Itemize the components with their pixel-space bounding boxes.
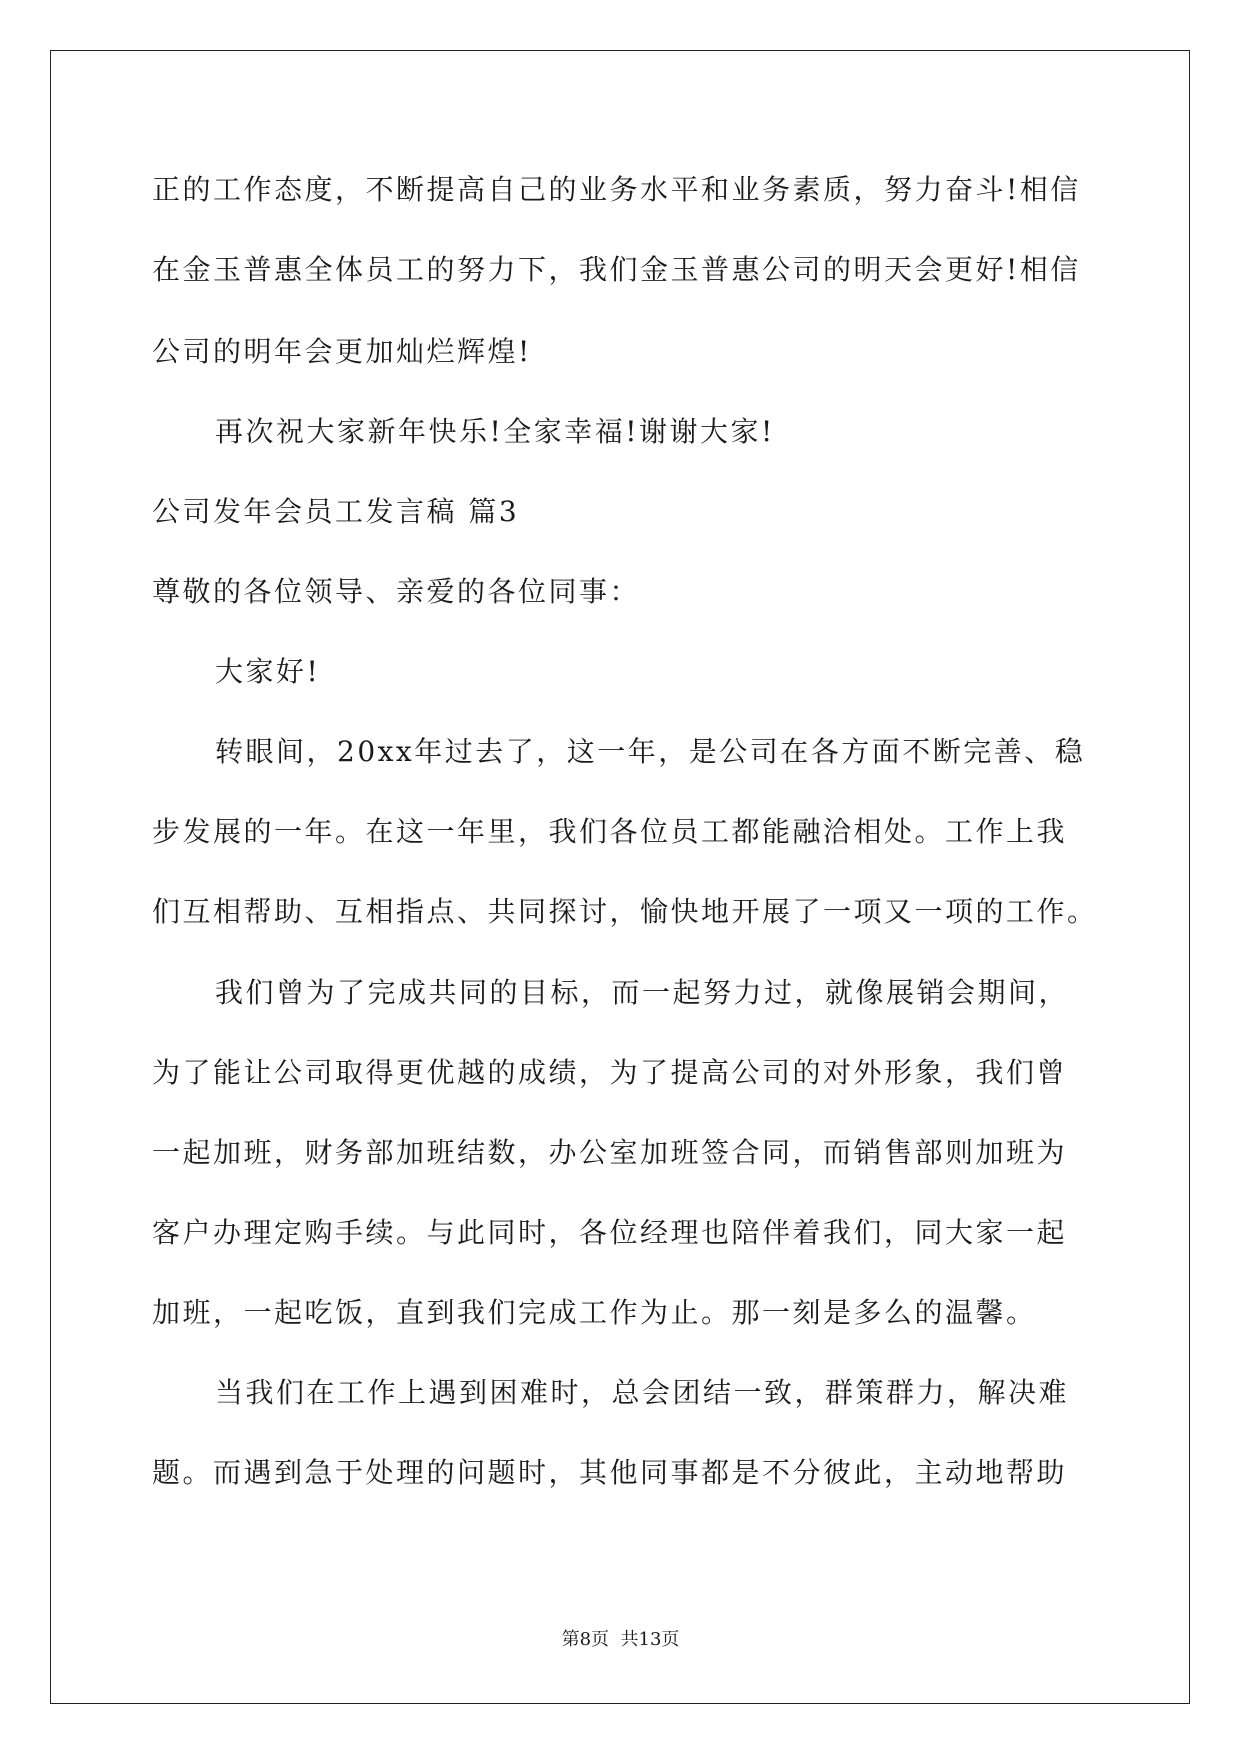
body-text-line: 当我们在工作上遇到困难时，总会团结一致，群策群力，解决难 bbox=[215, 1376, 1070, 1409]
body-text-line: 为了能让公司取得更优越的成绩，为了提高公司的对外形象，我们曾 bbox=[152, 1056, 1068, 1089]
body-text-line: 我们曾为了完成共同的目标，而一起努力过，就像展销会期间， bbox=[215, 976, 1070, 1009]
body-text-line: 在金玉普惠全体员工的努力下，我们金玉普惠公司的明天会更好!相信 bbox=[152, 253, 1081, 286]
body-text-line: 题。而遇到急于处理的问题时，其他同事都是不分彼此，主动地帮助 bbox=[152, 1456, 1068, 1489]
body-text-line: 一起加班，财务部加班结数，办公室加班签合同，而销售部则加班为 bbox=[152, 1136, 1068, 1169]
greeting: 大家好! bbox=[215, 655, 321, 688]
section-heading: 公司发年会员工发言稿 篇3 bbox=[152, 495, 520, 528]
salutation: 尊敬的各位领导、亲爱的各位同事： bbox=[152, 575, 641, 608]
body-text-line: 客户办理定购手续。与此同时，各位经理也陪伴着我们，同大家一起 bbox=[152, 1216, 1068, 1249]
body-text-line: 转眼间，20xx年过去了，这一年，是公司在各方面不断完善、稳 bbox=[215, 735, 1086, 768]
page-number-footer: 第8页 共13页 bbox=[561, 1629, 680, 1650]
body-text-line: 再次祝大家新年快乐!全家幸福!谢谢大家! bbox=[215, 415, 775, 448]
body-text-line: 公司的明年会更加灿烂辉煌! bbox=[152, 335, 532, 368]
body-text-line: 步发展的一年。在这一年里，我们各位员工都能融洽相处。工作上我 bbox=[152, 815, 1068, 848]
body-text-line: 正的工作态度，不断提高自己的业务水平和业务素质，努力奋斗!相信 bbox=[152, 173, 1081, 206]
body-text-line: 们互相帮助、互相指点、共同探讨，愉快地开展了一项又一项的工作。 bbox=[152, 895, 1098, 928]
body-text-line: 加班，一起吃饭，直到我们完成工作为止。那一刻是多么的温馨。 bbox=[152, 1296, 1037, 1329]
